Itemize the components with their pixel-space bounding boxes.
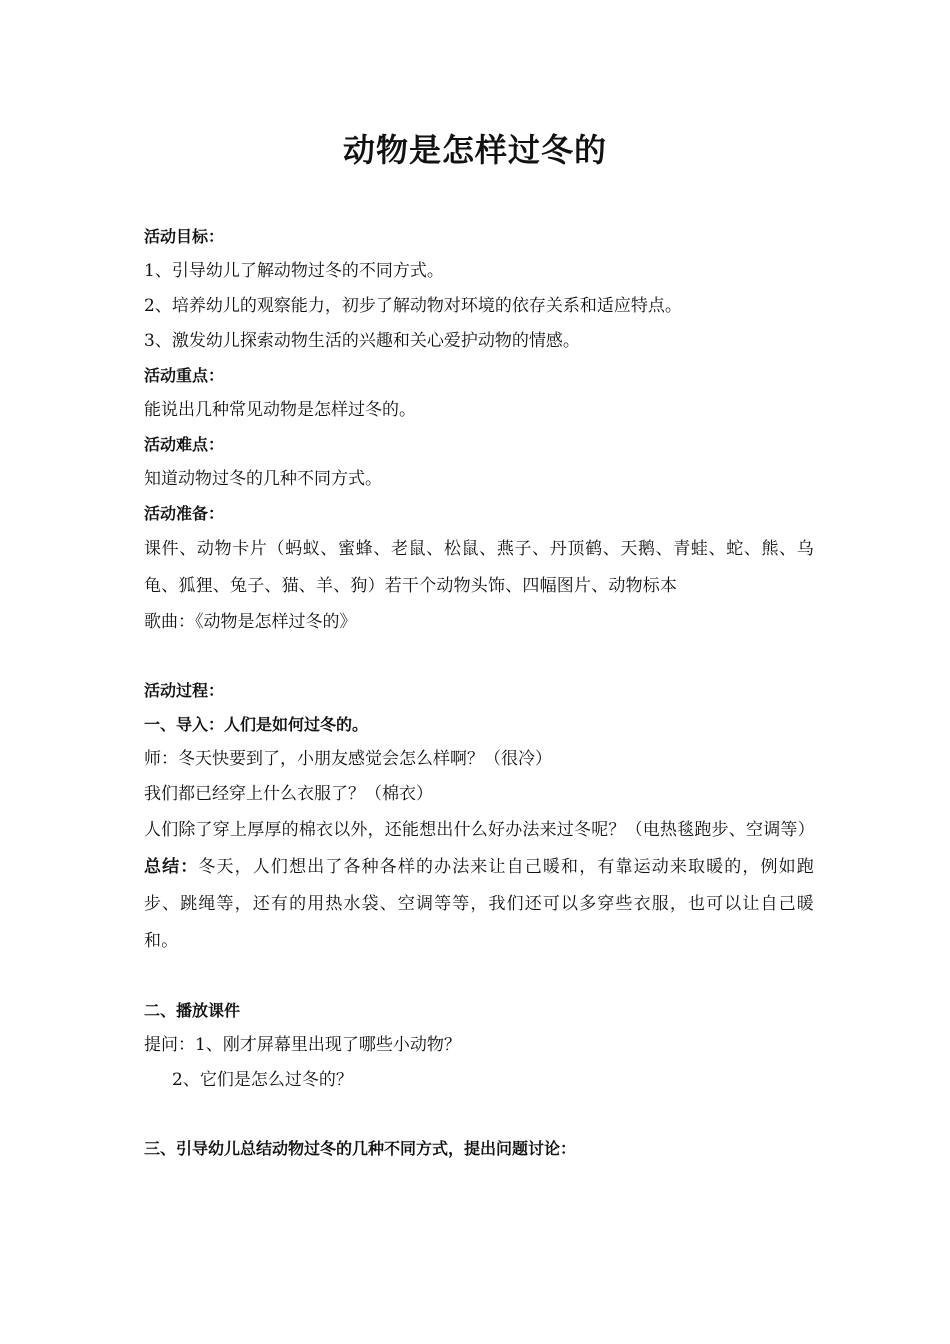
step1-line-2: 我们都已经穿上什么衣服了？（棉衣） bbox=[144, 784, 433, 804]
step1-heading: 一、导入：人们是如何过冬的。 bbox=[144, 715, 369, 734]
goals-heading: 活动目标： bbox=[144, 227, 225, 246]
key-point-text: 能说出几种常见动物是怎样过冬的。 bbox=[144, 400, 416, 420]
goal-item-1: 1、引导幼儿了解动物过冬的不同方式。 bbox=[144, 261, 444, 281]
difficulty-text: 知道动物过冬的几种不同方式。 bbox=[144, 469, 382, 489]
step2-heading: 二、播放课件 bbox=[144, 1001, 241, 1020]
step1-line-1: 师：冬天快要到了，小朋友感觉会怎么样啊？（很冷） bbox=[144, 749, 552, 769]
difficulty-heading: 活动难点： bbox=[144, 435, 225, 454]
section-spacer bbox=[144, 960, 814, 994]
preparation-song: 歌曲：《动物是怎样过冬的》 bbox=[144, 612, 357, 632]
document-body bbox=[144, 220, 814, 1166]
step3-heading: 三、引导幼儿总结动物过冬的几种不同方式，提出问题讨论： bbox=[144, 1139, 577, 1158]
step2-question-1: 提问：1、刚才屏幕里出现了哪些小动物？ bbox=[144, 1035, 461, 1055]
section-spacer bbox=[144, 1098, 814, 1132]
step2-question-2: 2、它们是怎么过冬的？ bbox=[172, 1070, 353, 1090]
summary-label: 总结： bbox=[144, 857, 199, 877]
summary-text: 冬天，人们想出了各种各样的办法来让自己暖和，有靠运动来取暖的，例如跑步、跳绳等，还有的用热水袋、空调等等，我们还可以多穿些衣服，也可以让自己暖和。 bbox=[144, 857, 814, 951]
process-heading: 活动过程： bbox=[144, 681, 225, 700]
step1-summary bbox=[144, 849, 814, 960]
key-point-heading: 活动重点： bbox=[144, 366, 225, 385]
goal-item-2: 2、培养幼儿的观察能力，初步了解动物对环境的依存关系和适应特点。 bbox=[144, 296, 682, 316]
document-title: 动物是怎样过冬的 bbox=[342, 131, 607, 169]
preparation-text: 课件、动物卡片（蚂蚁、蜜蜂、老鼠、松鼠、燕子、丹顶鹤、天鹅、青蛙、蛇、熊、乌龟、狐狸、兔子、猫、羊、狗）若干个动物头饰、四幅图片、动物标本 bbox=[144, 539, 814, 596]
goal-item-3: 3、激发幼儿探索动物生活的兴趣和关心爱护动物的情感。 bbox=[144, 331, 580, 351]
section-spacer bbox=[144, 640, 814, 674]
step1-line-3: 人们除了穿上厚厚的棉衣以外，还能想出什么好办法来过冬呢？（电热毯跑步、空调等） bbox=[144, 820, 815, 840]
preparation-heading: 活动准备： bbox=[144, 504, 225, 523]
